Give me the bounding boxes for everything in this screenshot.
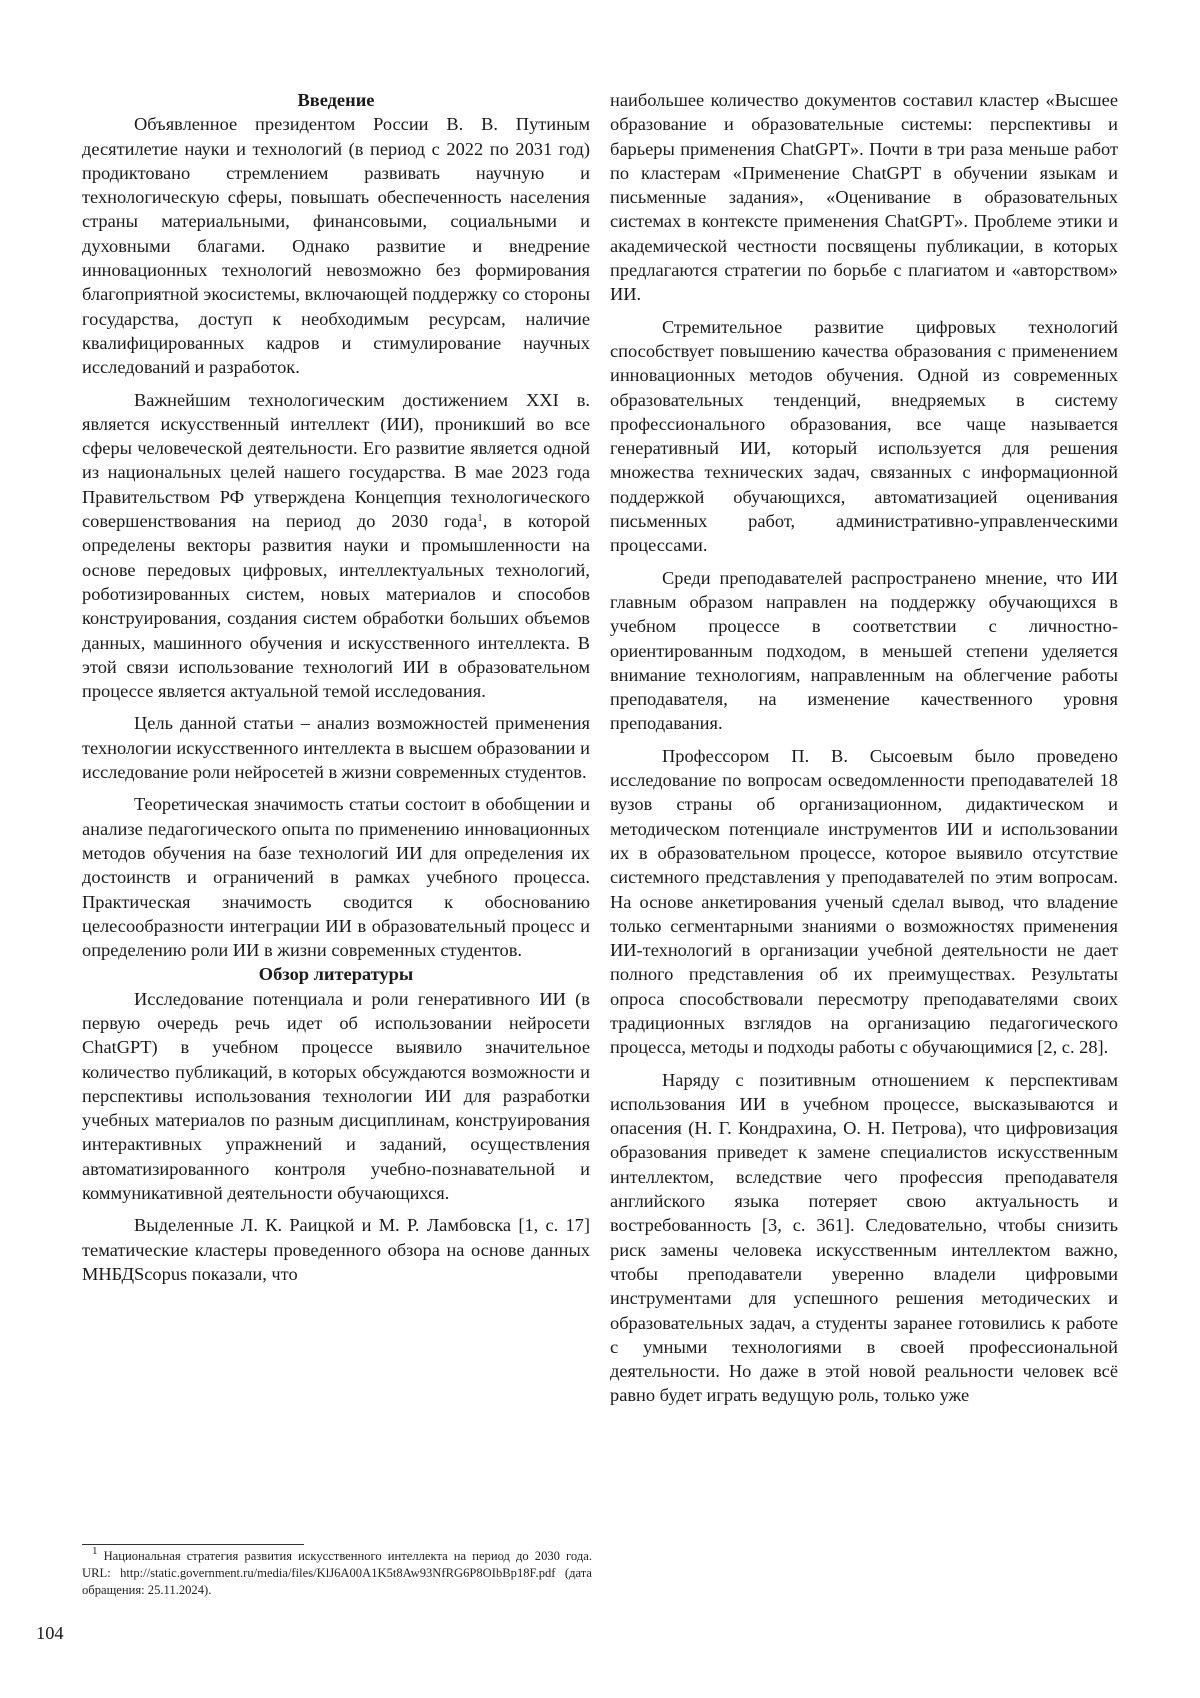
footnote-mark: 1 (92, 1545, 98, 1557)
footnote-url[interactable]: http://static.government.ru/media/files/KlJ6A00A1K5t8Aw93NfRG6P8OIbBp18F.pdf (120, 1566, 556, 1580)
paragraph-text: Важнейшим технологическим достижением XXI в. является искусственный интеллект (ИИ), проникший во все сферы человеческой деятельности. Его развитие является одной из национальных целей нашего государства. В мае 2023 года Правительством РФ утверждена Концепция технологического совершенствования на период до 2030 года (82, 389, 590, 532)
paragraph: наибольшее количество документов составил кластер «Высшее образование и образовательные системы: перспективы и барьеры применения ChatGPT». Почти в три раза меньше работ по кластерам «Применение ChatGPT в обучении языкам и письменные задания», «Оценивание в образовательных системах в контексте применения ChatGPT». Проблеме этики и академической честности посвящены публикации, в которых предлагаются стратегии по борьбе с плагиатом и «авторством» ИИ. (610, 90, 1118, 305)
literature-review-heading: Обзор литературы (258, 964, 414, 985)
paragraph: Теоретическая значимость статьи состоит в обобщении и анализе педагогического опыта по применению инновационных методов обучения на базе технологий ИИ для определения их достоинств и ограничений в рамках учебного процесса. Практическая значимость сводится к обоснованию целесообразности интеграции ИИ в образовательный процесс и определению роли ИИ в жизни современных студентов. (82, 794, 590, 961)
footnote-reference: 1 (477, 512, 483, 525)
paragraph (82, 388, 590, 704)
footnote (82, 1545, 592, 1599)
paragraph: Объявленное президентом России В. В. Путиным десятилетие науки и технологий (в период с 2022 по 2031 год) продиктовано стремлением развивать научную и технологическую сферы, повышать обеспеченность населения страны материальными, финансовыми, социальными и духовными благами. Однако развитие и внедрение инновационных технологий невозможно без формирования благоприятной экосистемы, включающей поддержку со стороны государства, доступ к необходимым ресурсам, наличие квалифицированных кадров и стимулирование научных исследований и разработок. (82, 114, 590, 378)
footnote-divider (82, 1544, 304, 1545)
paragraph: Профессором П. В. Сысоевым было проведено исследование по вопросам осведомленности преподавателей 18 вузов страны об организационном, дидактическом и методическом потенциале инструментов ИИ и использовании их в образовательном процессе, которое выявило отсутствие системного представления у преподавателей по этим вопросам. На основе анкетирования ученый сделал вывод, что владение только сегментарными знаниями о возможностях применения ИИ-технологий в организации учебной деятельности не дает полного представления об их преимуществах. Результаты опроса способствовали пересмотру преподавателями своих традиционных взглядов на организацию педагогического процесса, методы и подходы работы с обучающимися [2, с. 28]. (610, 745, 1118, 1058)
page-number: 104 (36, 1623, 64, 1643)
paragraph: Наряду с позитивным отношением к перспективам использования ИИ в учебном процессе, высказываются и опасения (Н. Г. Кондрахина, О. Н. Петрова), что цифровизация образования приведет к замене специалистов искусственным интеллектом, вследствие чего профессия преподавателя английского языка потеряет свою актуальность и востребованность [3, с. 361]. Следовательно, чтобы снизить риск замены человека искусственным интеллектом важно, чтобы преподаватели уверенно владели цифровыми инструментами для успешного решения методических и образовательных задач, а студенты заранее готовились к работе с умными технологиями в своей профессиональной деятельности. Но даже в этой новой реальности человек всё равно будет играть ведущую роль, только уже (610, 1069, 1118, 1406)
paragraph: Среди преподавателей распространено мнение, что ИИ главным образом направлен на поддержку обучающихся в учебном процессе в соответствии с личностно-ориентированным подходом, в меньшей степени уделяется внимание технологиям, направленным на облегчение работы преподавателя, на изменение качественного уровня преподавания. (610, 567, 1118, 734)
right-column (610, 88, 1118, 1408)
left-column (82, 88, 590, 1286)
paragraph: Исследование потенциала и роли генеративного ИИ (в первую очередь речь идет об использовании нейросети ChatGPT) в учебном процессе выявило значительное количество публикаций, в которых обсуждаются возможности и перспективы использования технологии ИИ для разработки учебных материалов по разным дисциплинам, конструирования интерактивных упражнений и заданий, осуществления автоматизированного контроля учебно-познавательной и коммуникативной деятельности обучающихся. (82, 988, 590, 1204)
paragraph-text: , в которой определены векторы развития науки и промышленности на основе передовых цифровых, интеллектуальных технологий, роботизированных систем, новых материалов и способов конструирования, создания систем обработки больших объемов данных, машинного обучения и искусственного интеллекта. В этой связи использование технологий ИИ в образовательном процессе является актуальной темой исследования. (82, 511, 590, 702)
paragraph: Стремительное развитие цифровых технологий способствует повышению качества образования с применением инновационных методов обучения. Одной из современных образовательных тенденций, внедряемых в систему профессионального образования, все чаще называется генеративный ИИ, который используется для решения множества технических задач, связанных с информационной поддержкой обучающихся, автоматизацией оценивания письменных работ, административно-управленческими процессами. (610, 316, 1118, 556)
paragraph: Выделенные Л. К. Раицкой и М. Р. Ламбовска [1, с. 17] тематические кластеры проведенного обзора на основе данных МНБДScopus показали, что (82, 1215, 590, 1284)
footnote-access-date: (дата обращения: 25.11.2024). (82, 1566, 592, 1597)
intro-heading: Введение (297, 90, 375, 110)
paragraph: Цель данной статьи – анализ возможностей применения технологии искусственного интеллекта в высшем образовании и исследование роли нейросетей в жизни современных студентов. (82, 713, 590, 783)
footnote-text: Национальная стратегия развития искусственного интеллекта на период до 2030 года. URL: (82, 1549, 592, 1580)
